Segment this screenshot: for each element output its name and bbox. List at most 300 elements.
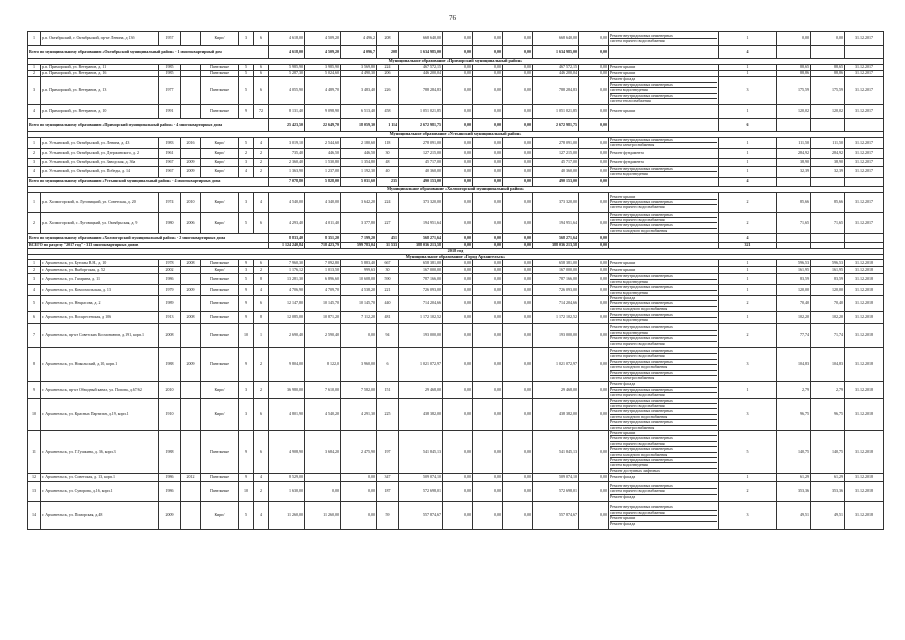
wall-material: Кирп/ <box>201 398 239 430</box>
total-res: 451 <box>377 234 399 243</box>
completion-date: 31.12.2018 <box>845 382 884 398</box>
total-z3: 0,00 <box>503 234 533 243</box>
completion-date: 31.12.2018 <box>845 348 884 382</box>
entrances: 2 <box>254 267 269 274</box>
funds-local: 0,00 <box>503 312 533 324</box>
funds-other: 0,00 <box>579 138 609 149</box>
unit-cost: 38,90 <box>777 158 811 166</box>
work-types <box>609 348 719 382</box>
total-works <box>609 234 719 243</box>
repair-cost: 787 166,00 <box>399 274 443 285</box>
total-sum: 2 672 981,75 <box>399 119 443 132</box>
total-a1: 8 351,20 <box>305 234 341 243</box>
work-type: систем холодного водоснабжения <box>610 365 717 370</box>
residents: 458 <box>377 105 399 119</box>
build-year: 1983 <box>159 138 181 149</box>
total-z4: 0,00 <box>579 46 609 59</box>
funds-federal: 0,00 <box>443 192 473 212</box>
work-count: 3 <box>719 502 777 530</box>
total-area: 12 147,80 <box>269 296 305 312</box>
funds-local: 0,00 <box>503 77 533 105</box>
wall-material: Кирп/ <box>201 382 239 398</box>
work-type: систем электроснабжения <box>610 425 655 430</box>
repair-cost: 1 051 021,85 <box>399 105 443 119</box>
total-price1 <box>777 234 811 243</box>
area-residential: 7 582,00 <box>341 382 377 398</box>
max-unit-cost: 85,66 <box>811 192 845 212</box>
entrances: 6 <box>254 77 269 105</box>
table-row <box>28 274 884 285</box>
funds-federal: 0,00 <box>443 430 473 473</box>
total-works <box>609 119 719 132</box>
total-pay: 2 672 981,75 <box>533 119 579 132</box>
funds-local: 0,00 <box>503 482 533 502</box>
work-type: систем горячего водоснабжения <box>610 511 717 516</box>
total-sum: 1 634 985,00 <box>399 46 443 59</box>
entrances: 2 <box>254 166 269 177</box>
max-unit-cost: 175,59 <box>811 77 845 105</box>
funds-regional: 0,00 <box>473 285 503 296</box>
funds-other: 0,00 <box>579 65 609 71</box>
total-area: 4 908,90 <box>269 430 305 473</box>
table-row <box>28 324 884 348</box>
work-type: Ремонт внутридомовых инженерных <box>610 360 717 365</box>
residents: 118 <box>377 138 399 149</box>
area-residential: 999,63 <box>341 267 377 274</box>
work-count: 2 <box>719 482 777 502</box>
funds-owners: 438 382,00 <box>533 398 579 430</box>
work-type: Ремонт внутридомовых инженерных <box>610 313 717 318</box>
max-unit-cost: 61,29 <box>811 474 845 482</box>
total-area: 4 618,00 <box>269 46 305 59</box>
address: г. Архангельск, пр-кт Советских Космонавтов, д.191, корп.1 <box>41 324 159 348</box>
address: р.п. Октябрьский, г. Октябрьский, пр-кт Ленина, д 13б <box>41 32 159 46</box>
repair-cost: 446 200,04 <box>399 71 443 77</box>
floors: 3 <box>239 32 254 46</box>
total-z3: 0,00 <box>503 177 533 186</box>
max-unit-cost: 120,02 <box>811 105 845 119</box>
residents: 667 <box>377 260 399 267</box>
repair-cost: 193 000,00 <box>399 324 443 348</box>
unit-cost: 49,51 <box>777 502 811 530</box>
unit-cost: 85,66 <box>777 192 811 212</box>
build-year: 1957 <box>159 32 181 46</box>
funds-regional: 0,00 <box>473 148 503 158</box>
repair-cost: 714 204,66 <box>399 296 443 312</box>
funds-other: 0,00 <box>579 324 609 348</box>
work-types <box>609 158 719 166</box>
residents: 226 <box>377 77 399 105</box>
work-type: Ремонт внутридомовых инженерных <box>610 436 717 441</box>
area-premises: 7 610,00 <box>305 382 341 398</box>
floors: 5 <box>239 502 254 530</box>
build-year: 1988 <box>159 348 181 382</box>
entrances: 4 <box>254 138 269 149</box>
completion-date: 31.12.2017 <box>845 77 884 105</box>
row-number: 4 <box>28 105 41 119</box>
total-z2: 0,00 <box>473 234 503 243</box>
total-area: 4 801,90 <box>269 398 305 430</box>
build-year: 1986 <box>159 482 181 502</box>
table-row <box>28 398 884 430</box>
completion-date: 31.12.2018 <box>845 260 884 267</box>
unit-cost: 61,29 <box>777 474 811 482</box>
entrances: 8 <box>254 274 269 285</box>
total-a1: 718 423,79 <box>305 243 341 249</box>
area-premises: 10 145,70 <box>305 296 341 312</box>
residents: 30 <box>377 267 399 274</box>
residents: 227 <box>377 212 399 234</box>
completion-date: 31.12.2018 <box>845 267 884 274</box>
wall-material: Панельные <box>201 348 239 382</box>
funds-other: 0,00 <box>579 71 609 77</box>
total-z1: 0,00 <box>443 234 473 243</box>
funds-other: 0,00 <box>579 474 609 482</box>
repair-cost: 509 074,10 <box>399 474 443 482</box>
work-type: Ремонт крыши <box>610 268 636 273</box>
funds-local: 0,00 <box>503 71 533 77</box>
total-area: 2 690,40 <box>269 324 305 348</box>
residents: 59 <box>377 502 399 530</box>
work-type: Ремонт внутридомовых инженерных <box>610 200 717 205</box>
row-number: 12 <box>28 474 41 482</box>
area-residential: 446,50 <box>341 148 377 158</box>
funds-other: 0,00 <box>579 312 609 324</box>
area-premises <box>305 474 341 482</box>
work-type: систем горячего водоснабжения <box>610 393 665 398</box>
entrances: 2 <box>254 158 269 166</box>
build-year: 1979 <box>159 285 181 296</box>
build-year: 1988 <box>159 430 181 473</box>
floors: 9 <box>239 260 254 267</box>
residents: 225 <box>377 398 399 430</box>
work-type: Ремонт внутридомовых инженерных <box>610 388 717 393</box>
table-row <box>28 212 884 234</box>
work-type: Ремонт внутридомовых инженерных <box>610 447 717 452</box>
residents: 590 <box>377 274 399 285</box>
work-count: 2 <box>719 212 777 234</box>
section-title: 2018 год <box>28 249 884 255</box>
total-z2: 0,00 <box>473 243 503 249</box>
completion-date: 31.12.2017 <box>845 192 884 212</box>
table-row <box>28 482 884 502</box>
total-price2 <box>811 177 845 186</box>
address: р.п. Устьянский, ул. Октябрьский, ул. Дзержинского, д. 2 <box>41 148 159 158</box>
row-number: 5 <box>28 296 41 312</box>
funds-local: 0,00 <box>503 148 533 158</box>
unit-cost: 77,74 <box>777 324 811 348</box>
max-unit-cost: 96,75 <box>811 398 845 430</box>
funds-other: 0,00 <box>579 502 609 530</box>
funds-regional: 0,00 <box>473 267 503 274</box>
work-type: Ремонт фундамента <box>610 160 644 165</box>
repair-cost: 194 951,64 <box>399 212 443 234</box>
row-number: 2 <box>28 267 41 274</box>
wall-material: Панельные <box>201 296 239 312</box>
total-works <box>609 177 719 186</box>
work-type: систем водоотведения <box>610 279 648 284</box>
total-area: 1 176,12 <box>269 267 305 274</box>
work-count: 3 <box>719 77 777 105</box>
funds-federal: 0,00 <box>443 148 473 158</box>
entrances: 6 <box>254 71 269 77</box>
funds-federal: 0,00 <box>443 274 473 285</box>
work-type: систем горячего водоснабжения <box>610 218 717 223</box>
work-type: Ремонт фасада <box>610 494 636 499</box>
work-type: систем холодного водоснабжения <box>610 453 717 458</box>
entrances: 4 <box>254 192 269 212</box>
table-row <box>28 260 884 267</box>
total-date <box>845 234 884 243</box>
funds-regional: 0,00 <box>473 77 503 105</box>
floors: 3 <box>239 192 254 212</box>
funds-owners: 726 093,00 <box>533 285 579 296</box>
total-res: 1 114 <box>377 119 399 132</box>
build-year: 2008 <box>159 324 181 348</box>
total-area: 5 985,90 <box>269 65 305 71</box>
entrances: 2 <box>254 382 269 398</box>
area-residential: 1 192,30 <box>341 166 377 177</box>
unit-cost: 102,20 <box>777 312 811 324</box>
build-year: 1967 <box>159 158 181 166</box>
total-pay: 490 153,00 <box>533 177 579 186</box>
funds-local: 0,00 <box>503 430 533 473</box>
table-row <box>28 105 884 119</box>
residents: 48 <box>377 158 399 166</box>
residents: 197 <box>377 430 399 473</box>
max-unit-cost: 140,75 <box>811 430 845 473</box>
total-price2 <box>811 234 845 243</box>
max-unit-cost: 83,59 <box>811 274 845 285</box>
build-year: 1961 <box>159 148 181 158</box>
floors: 9 <box>239 105 254 119</box>
work-type: Ремонт фундамента <box>610 151 644 156</box>
max-unit-cost: 102,20 <box>811 312 845 324</box>
repair-cost: 658 381,00 <box>399 260 443 267</box>
entrances: 6 <box>254 398 269 430</box>
funds-regional: 0,00 <box>473 212 503 234</box>
funds-regional: 0,00 <box>473 430 503 473</box>
work-type: Ремонт фасада <box>610 77 717 82</box>
funds-owners: 1 172 102,52 <box>533 312 579 324</box>
residents: 40 <box>377 166 399 177</box>
work-type: Ремонт внутридомовых инженерных <box>610 83 717 88</box>
wall-material: Кирп/ <box>201 267 239 274</box>
area-residential: 4 291,30 <box>341 398 377 430</box>
capital-repair-year <box>181 482 201 502</box>
funds-owners: 787 166,00 <box>533 274 579 285</box>
work-types <box>609 212 719 234</box>
capital-repair-year: 2006 <box>181 212 201 234</box>
funds-local: 0,00 <box>503 502 533 530</box>
unit-cost: 596,53 <box>777 260 811 267</box>
wall-material: Панельные <box>201 77 239 105</box>
work-type: систем горячего водоснабжения <box>610 404 717 409</box>
entrances: 6 <box>254 32 269 46</box>
funds-other: 0,00 <box>579 296 609 312</box>
section-title: Муниципальное образование «Город Архангельск» <box>28 254 884 260</box>
work-types <box>609 312 719 324</box>
build-year: 1967 <box>159 166 181 177</box>
work-type: Ремонт фасада <box>610 475 636 480</box>
capital-repair-year <box>181 296 201 312</box>
total-sum: 568 271,64 <box>399 234 443 243</box>
area-premises: 11 260,00 <box>305 502 341 530</box>
work-count: 1 <box>719 158 777 166</box>
residents: 481 <box>377 312 399 324</box>
funds-regional: 0,00 <box>473 348 503 382</box>
funds-federal: 0,00 <box>443 285 473 296</box>
total-area: 36 980,00 <box>269 382 305 398</box>
total-area: 25 423,50 <box>269 119 305 132</box>
funds-regional: 0,00 <box>473 166 503 177</box>
total-work-count: 4 <box>719 46 777 59</box>
work-type: систем водоотведения <box>610 88 717 93</box>
completion-date: 31.12.2017 <box>845 166 884 177</box>
area-residential: 3 960,00 <box>341 348 377 382</box>
wall-material: Панельные <box>201 274 239 285</box>
address: г. Архангельск, ул. Советская, д. 13, корп.1 <box>41 474 159 482</box>
total-row <box>28 119 884 132</box>
funds-owners: 467 572,15 <box>533 65 579 71</box>
address: г. Архангельск, ул. Суворова, д.16, корп.1 <box>41 482 159 502</box>
work-type: Ремонт внутридомовых инженерных <box>610 484 717 489</box>
total-z2: 0,00 <box>473 119 503 132</box>
work-types <box>609 474 719 482</box>
funds-local: 0,00 <box>503 65 533 71</box>
repair-cost: 788 284,83 <box>399 77 443 105</box>
funds-other: 0,00 <box>579 482 609 502</box>
max-unit-cost: 32,39 <box>811 166 845 177</box>
floors: 9 <box>239 348 254 382</box>
work-type: Ремонт внутридомовых инженерных <box>610 274 717 279</box>
work-type: Ремонт фасада <box>610 296 717 301</box>
completion-date: 31.12.2018 <box>845 312 884 324</box>
funds-other: 0,00 <box>579 348 609 382</box>
funds-other: 0,00 <box>579 267 609 274</box>
work-type: Ремонт внутридомовых инженерных <box>610 213 717 218</box>
total-z1: 0,00 <box>443 119 473 132</box>
row-number: 3 <box>28 158 41 166</box>
work-count: 5 <box>719 430 777 473</box>
funds-other: 0,00 <box>579 77 609 105</box>
table-row <box>28 32 884 46</box>
area-premises: 5 024,60 <box>305 71 341 77</box>
work-count: 1 <box>719 148 777 158</box>
table-row <box>28 166 884 177</box>
area-premises: 4 509,20 <box>305 32 341 46</box>
wall-material: Кирп/ <box>201 32 239 46</box>
funds-regional: 0,00 <box>473 296 503 312</box>
funds-other: 0,00 <box>579 430 609 473</box>
area-residential: 10 145,70 <box>341 296 377 312</box>
total-area: 8 131,40 <box>269 105 305 119</box>
repair-cost: 45 717,00 <box>399 158 443 166</box>
floors: 2 <box>239 148 254 158</box>
capital-repair-year: 2010 <box>181 192 201 212</box>
row-number: 3 <box>28 274 41 285</box>
total-price1 <box>777 119 811 132</box>
total-area: 4 540,00 <box>269 192 305 212</box>
capital-repair-year <box>181 32 201 46</box>
work-types <box>609 77 719 105</box>
completion-date: 31.12.2018 <box>845 274 884 285</box>
funds-owners: 127 215,00 <box>533 148 579 158</box>
capital-repair-year: 2008 <box>181 312 201 324</box>
wall-material: Панельные <box>201 105 239 119</box>
section-title: Муниципальное образование «Холмогорский муниципальный район» <box>28 186 884 192</box>
capital-repair-year <box>181 267 201 274</box>
area-premises: 6 896,60 <box>305 274 341 285</box>
wall-material: Панельные <box>201 285 239 296</box>
total-area: 13 281,30 <box>269 274 305 285</box>
row-number: 10 <box>28 398 41 430</box>
row-number: 1 <box>28 260 41 267</box>
table-row <box>28 348 884 382</box>
unit-cost: 88,86 <box>777 71 811 77</box>
total-area: 4 618,00 <box>269 32 305 46</box>
floors: 5 <box>239 71 254 77</box>
build-year: 1977 <box>159 77 181 105</box>
funds-federal: 0,00 <box>443 71 473 77</box>
funds-owners: 446 200,04 <box>533 71 579 77</box>
row-number: 11 <box>28 430 41 473</box>
funds-owners: 509 074,10 <box>533 474 579 482</box>
area-premises: 10 871,20 <box>305 312 341 324</box>
funds-local: 0,00 <box>503 324 533 348</box>
table-row <box>28 296 884 312</box>
area-residential: 4 490,30 <box>341 71 377 77</box>
total-row <box>28 234 884 243</box>
row-number: 1 <box>28 192 41 212</box>
address: г. Архангельск, ул. Бутомы В.Н., д. 10 <box>41 260 159 267</box>
wall-material: Панельные <box>201 312 239 324</box>
build-year: 1978 <box>159 260 181 267</box>
area-residential: 10 608,00 <box>341 274 377 285</box>
area-residential: 0,00 <box>341 324 377 348</box>
funds-owners: 658 381,00 <box>533 260 579 267</box>
section-title: Муниципальное образование «Приморский муниципальный район» <box>28 59 884 65</box>
funds-federal: 0,00 <box>443 158 473 166</box>
entrances: 4 <box>254 285 269 296</box>
funds-owners: 668 640,00 <box>533 32 579 46</box>
area-premises: 1 237,00 <box>305 166 341 177</box>
funds-owners: 29 468,00 <box>533 382 579 398</box>
capital-repair-year <box>181 398 201 430</box>
capital-repair-year: 2009 <box>181 166 201 177</box>
total-date <box>845 46 884 59</box>
residents: 6 <box>377 348 399 382</box>
unit-cost: 32,39 <box>777 166 811 177</box>
max-unit-cost: 49,51 <box>811 502 845 530</box>
completion-date: 31.12.2018 <box>845 285 884 296</box>
area-residential: 3 642,20 <box>341 192 377 212</box>
total-z3: 0,00 <box>503 46 533 59</box>
total-area: 4 293,40 <box>269 212 305 234</box>
area-premises: 4 709,70 <box>305 285 341 296</box>
capital-repair-year <box>181 274 201 285</box>
unit-cost: 0,00 <box>777 32 811 46</box>
table-row <box>28 430 884 473</box>
repair-cost: 1 172 102,52 <box>399 312 443 324</box>
row-number: 2 <box>28 71 41 77</box>
completion-date: 31.12.2018 <box>845 430 884 473</box>
row-number: 2 <box>28 148 41 158</box>
capital-repair-year <box>181 502 201 530</box>
funds-owners: 1 051 021,85 <box>533 105 579 119</box>
funds-regional: 0,00 <box>473 71 503 77</box>
work-types <box>609 260 719 267</box>
